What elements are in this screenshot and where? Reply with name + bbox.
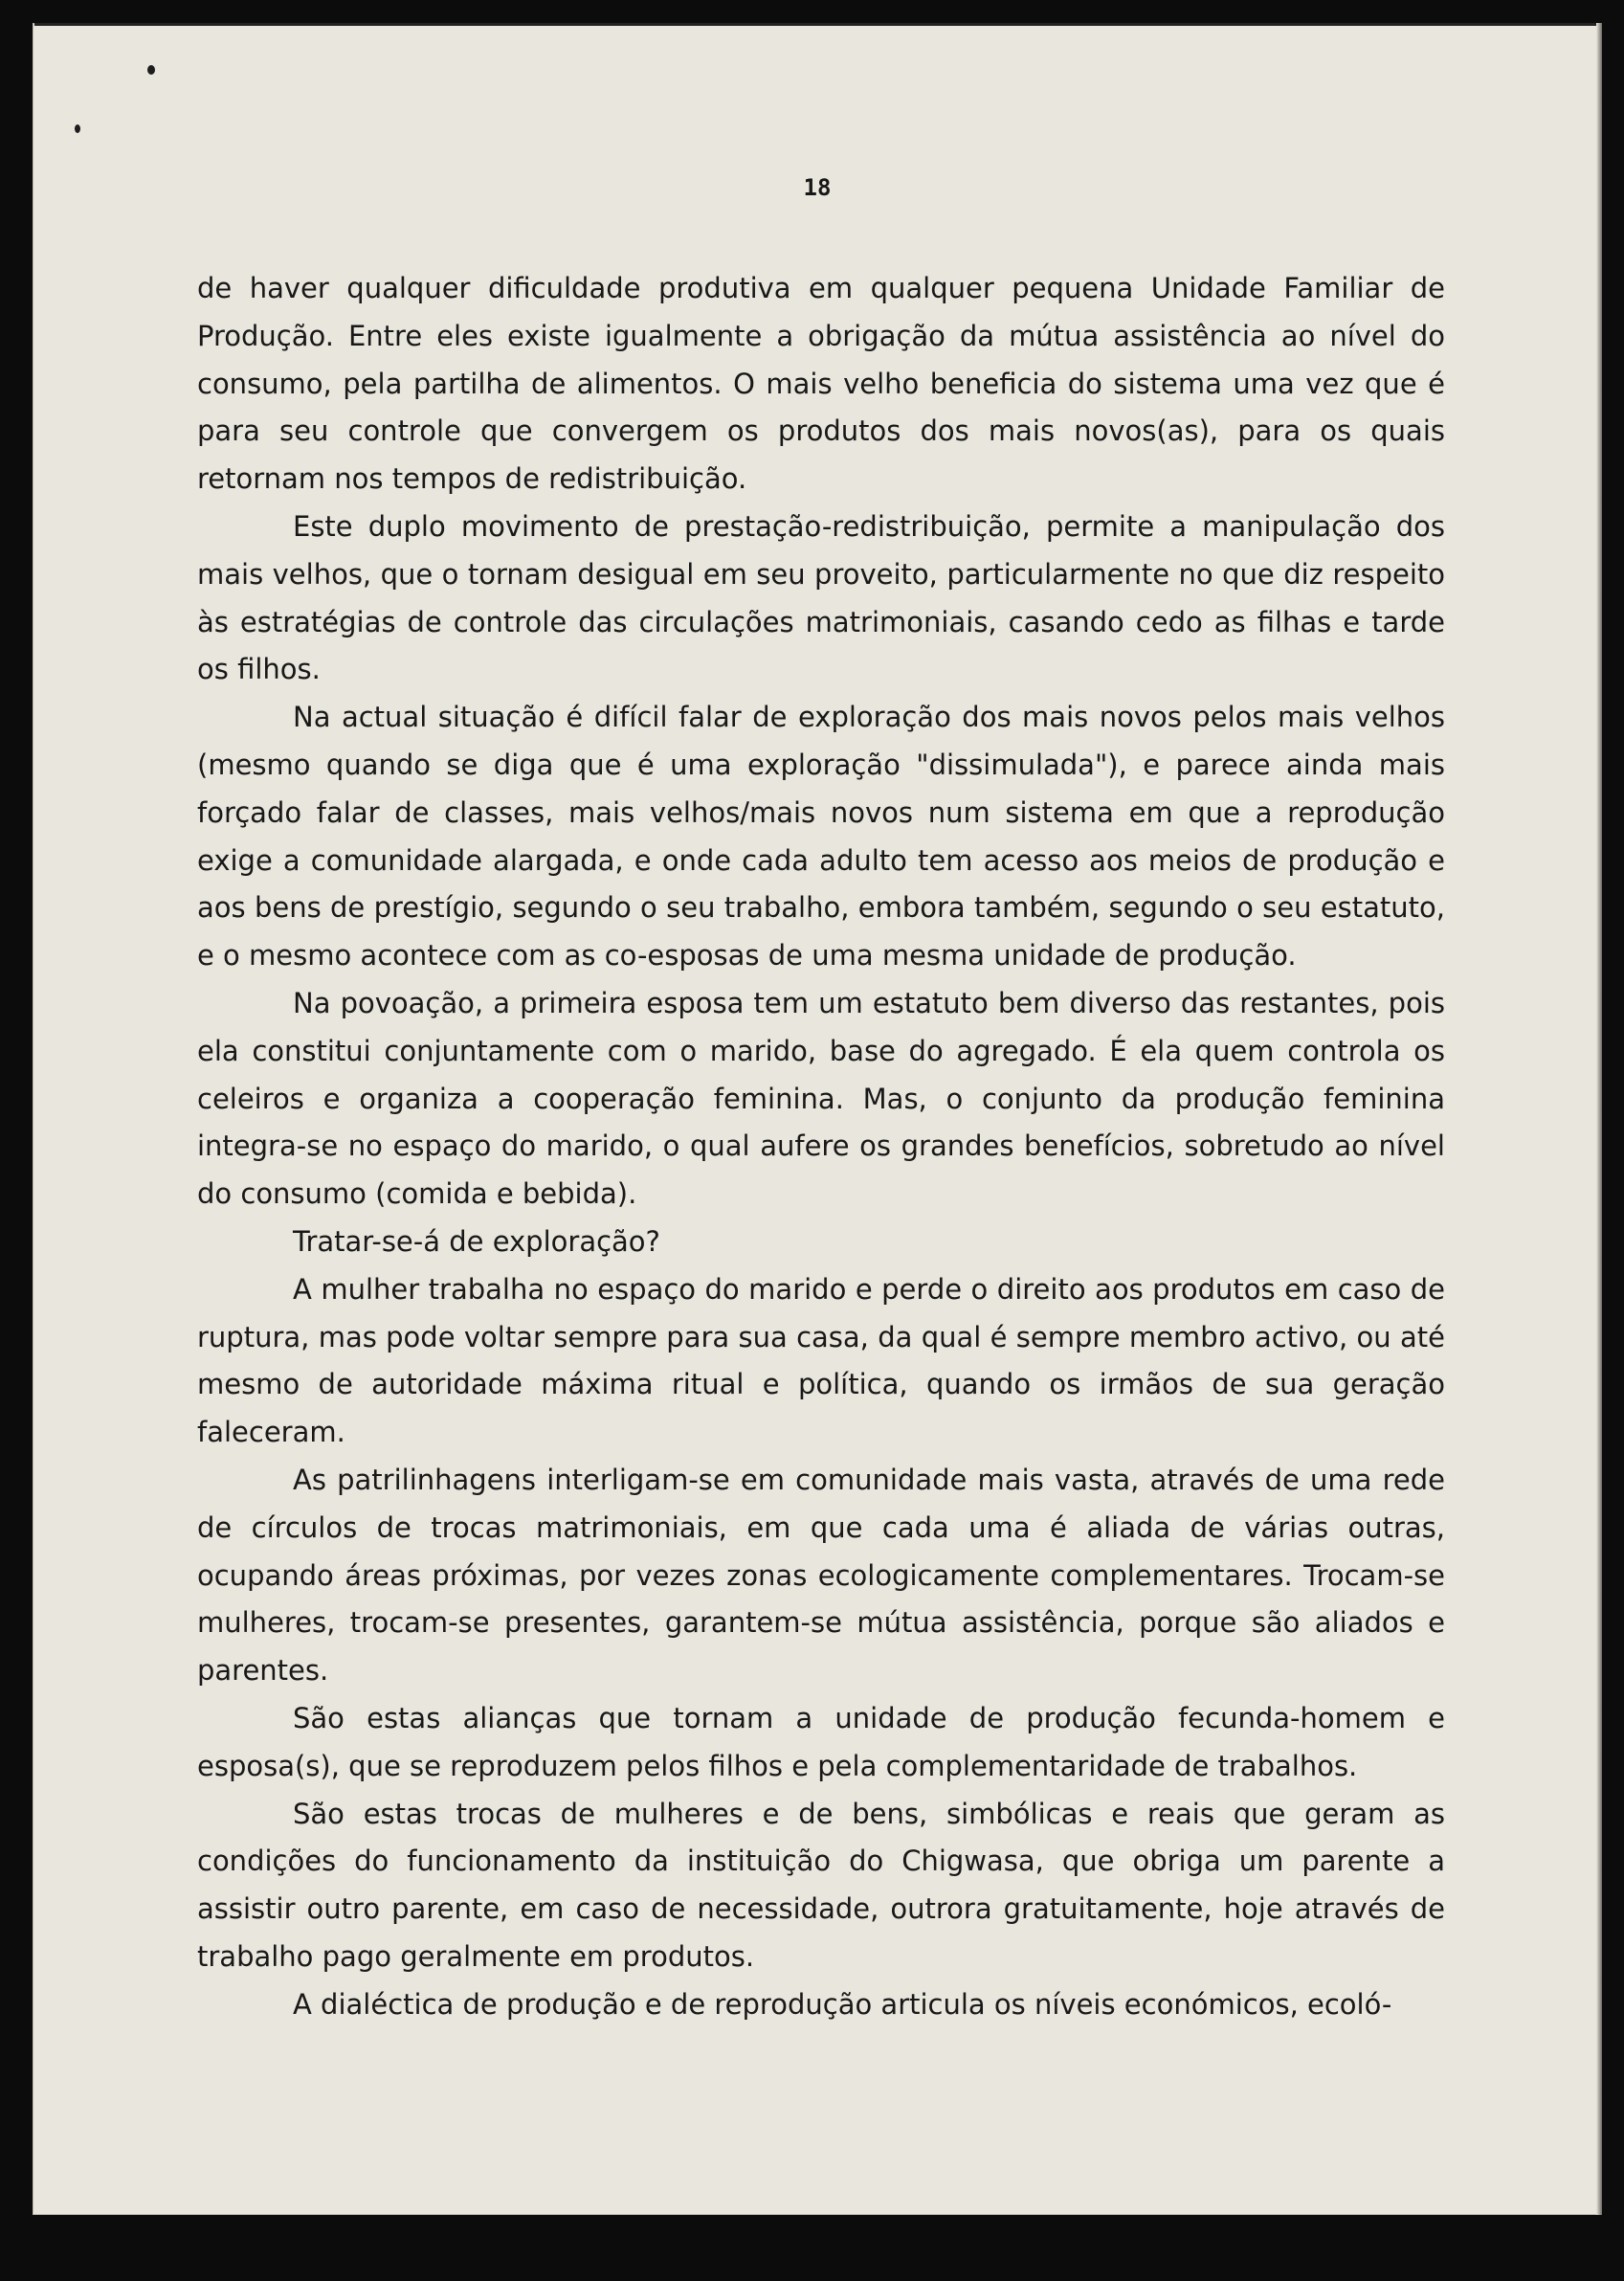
scan-speck: [147, 65, 155, 75]
top-edge-rule: [34, 23, 1600, 26]
paragraph: Na actual situação é difícil falar de exploração dos mais novos pelos mais velhos (mesmo quando se diga que é uma exploração "dissimulada"), e parece ainda mais forçado falar de classes, mais velhos/mais novos num sistema em que a reprodução exige a comunidade alargada, e onde cada adulto tem acesso aos meios de produção e aos bens de prestígio, segundo o seu trabalho, embora também, segundo o seu estatuto, e o mesmo acontece com as co-esposas de uma mesma unidade de produção.: [197, 701, 1445, 973]
paragraph: A dialéctica de produção e de reprodução articula os níveis económicos, ecoló-: [293, 1987, 1392, 2021]
scan-speck: [75, 124, 80, 133]
body-text: [197, 265, 1445, 2028]
paragraph: A mulher trabalha no espaço do marido e perde o direito aos produtos em caso de ruptura, mas pode voltar sempre para sua casa, da qual é sempre membro activo, ou até mesmo de autoridade máxima ritual e política, quando os irmãos de sua geração faleceram.: [197, 1272, 1445, 1449]
right-edge-shadow: [1596, 23, 1602, 2215]
page-number: 18: [803, 174, 832, 201]
paragraph: Na povoação, a primeira esposa tem um estatuto bem diverso das restantes, pois ela constitui conjuntamente com o marido, base do agregado. É ela quem controla os celeiros e organiza a cooperação feminina. Mas, o conjunto da produção feminina integra-se no espaço do marido, o qual aufere os grandes benefícios, sobretudo ao nível do consumo (comida e bebida).: [197, 986, 1445, 1211]
paragraph: As patrilinhagens interligam-se em comunidade mais vasta, através de uma rede de círculos de trocas matrimoniais, em que cada uma é aliada de várias outras, ocupando áreas próximas, por vezes zonas ecologicamente complementares. Trocam-se mulheres, trocam-se presentes, garantem-se mútua assistência, porque são aliados e parentes.: [197, 1463, 1445, 1688]
paragraph: Este duplo movimento de prestação-redistribuição, permite a manipulação dos mais velhos, que o tornam desigual em seu proveito, particularmente no que diz respeito às estratégias de controle das circulações matrimoniais, casando cedo as filhas e tarde os filhos.: [197, 509, 1445, 686]
paragraph: São estas alianças que tornam a unidade de produção fecunda-homem e esposa(s), que se reproduzem pelos filhos e pela complementaridade de trabalhos.: [197, 1701, 1445, 1782]
paragraph: São estas trocas de mulheres e de bens, simbólicas e reais que geram as condições do funcionamento da instituição do Chigwasa, que obriga um parente a assistir outro parente, em caso de necessidade, outrora gratuitamente, hoje através de trabalho pago geralmente em produtos.: [197, 1797, 1445, 1973]
paragraph: de haver qualquer dificuldade produtiva em qualquer pequena Unidade Familiar de Produção. Entre eles existe igualmente a obrigação da mútua assistência ao nível do consumo, pela partilha de alimentos. O mais velho beneficia do sistema uma vez que é para seu controle que convergem os produtos dos mais novos(as), para os quais retornam nos tempos de redistribuição.: [197, 272, 1445, 496]
paragraph: Tratar-se-á de exploração?: [293, 1224, 660, 1258]
scanned-page: [33, 23, 1602, 2215]
